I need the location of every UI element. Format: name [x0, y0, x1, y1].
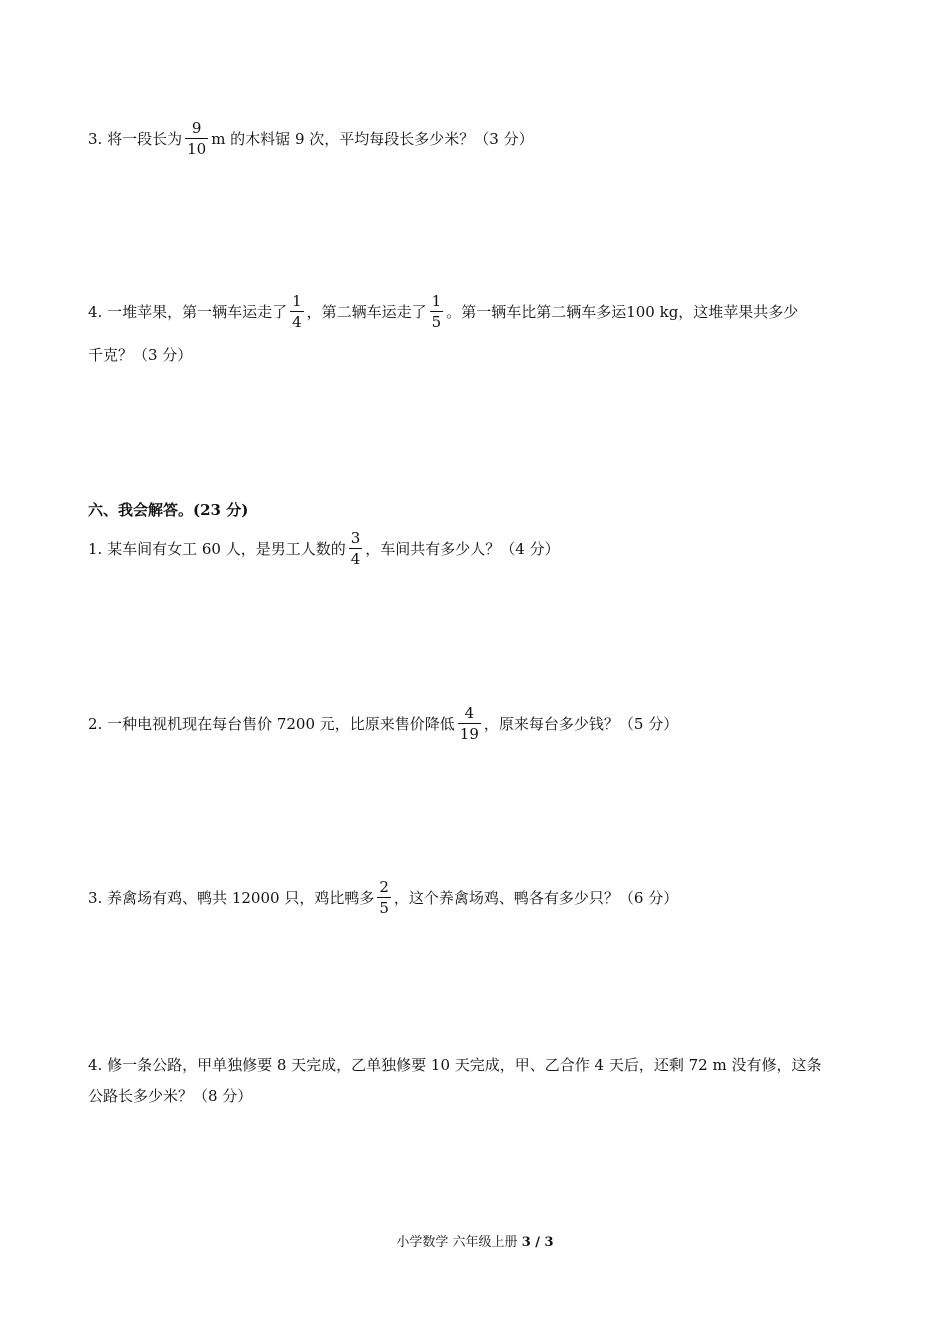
fraction-numerator: 1 [431, 292, 442, 310]
question-5-4-line2: 千克？（3 分） [88, 346, 193, 364]
question-text: m 的木料锯 9 次，平均每段长多少米？（3 分） [211, 130, 534, 148]
fraction-denominator: 19 [459, 725, 479, 743]
question-text: 2. 一种电视机现在每台售价 7200 元，比原来售价降低 [88, 715, 455, 733]
fraction-denominator: 4 [350, 550, 361, 568]
fraction-numerator: 1 [292, 292, 302, 310]
fraction [349, 531, 363, 567]
footer-subject: 小学数学 六年级上册 [396, 1235, 518, 1250]
question-text: ，原来每台多少钱？（5 分） [483, 715, 679, 733]
question-6-3 [88, 880, 868, 916]
fraction-numerator: 3 [350, 529, 361, 547]
question-6-2 [88, 706, 868, 742]
question-5-3 [88, 121, 868, 157]
fraction-denominator: 4 [292, 313, 302, 331]
fraction-denominator: 5 [431, 313, 442, 331]
question-6-1 [88, 531, 868, 567]
question-text: 3. 养禽场有鸡、鸭共 12000 只，鸡比鸭多 [88, 889, 375, 907]
question-text: ，车间共有多少人？（4 分） [365, 540, 560, 558]
page-number: 3 / 3 [521, 1235, 554, 1250]
fraction [377, 880, 391, 916]
page-footer [0, 1231, 950, 1250]
question-text: 3. 将一段长为 [88, 130, 183, 148]
question-6-4: 4. 修一条公路，甲单独修要 8 天完成，乙单独修要 10 天完成，甲、乙合作 4 天后，还剩 72 m 没有修，这条 [88, 1056, 822, 1074]
question-text: ，这个养禽场鸡、鸭各有多少只？（6 分） [393, 889, 679, 907]
question-5-4 [88, 294, 868, 330]
question-text: 。第一辆车比第二辆车多运100 kg，这堆苹果共多少 [446, 303, 799, 321]
section-heading: 六、我会解答。(23 分) [88, 501, 249, 519]
fraction [185, 121, 208, 157]
fraction-numerator: 4 [458, 706, 481, 724]
fraction-denominator: 5 [379, 899, 389, 917]
question-6-4-line2: 公路长多少米？（8 分） [88, 1087, 253, 1105]
fraction [430, 294, 444, 330]
fraction-denominator: 10 [187, 140, 207, 158]
question-text: ，第二辆车运走了 [306, 303, 427, 321]
fraction-numerator: 9 [185, 121, 208, 139]
question-text: 1. 某车间有女工 60 人，是男工人数的 [88, 540, 346, 558]
fraction [458, 706, 481, 742]
question-text: 4. 一堆苹果，第一辆车运走了 [88, 303, 288, 321]
fraction [290, 294, 304, 330]
fraction-numerator: 2 [379, 878, 389, 896]
